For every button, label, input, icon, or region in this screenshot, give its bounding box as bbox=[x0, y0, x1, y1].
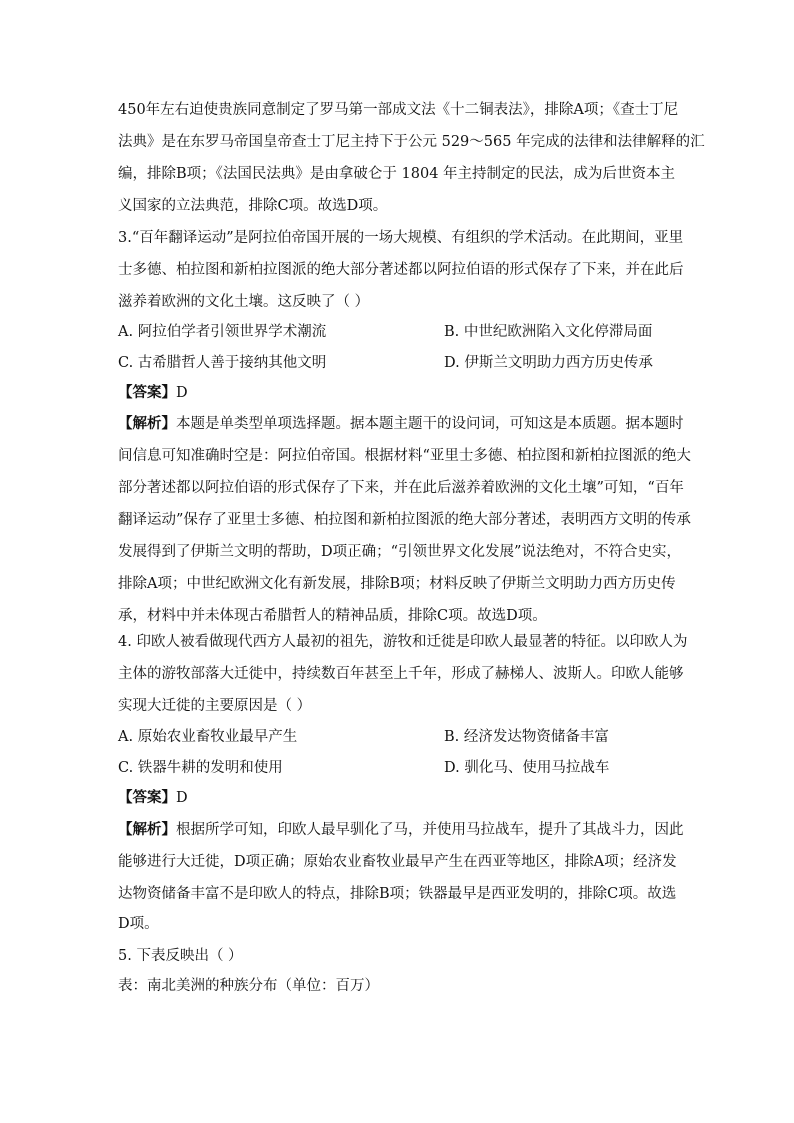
question-3-stem: 滋养着欧洲的文化土壤。这反映了（ ） bbox=[118, 294, 370, 310]
text-line: 法典》是在东罗马帝国皇帝查士丁尼主持下于公元 529～565 年完成的法律和法律解释的汇 bbox=[118, 134, 705, 150]
question-3-option-b: B. 中世纪欧洲陷入文化停滞局面 bbox=[444, 324, 653, 340]
text-line: 义国家的立法典范，排除C项。故选D项。 bbox=[118, 198, 388, 214]
question-3-option-d: D. 伊斯兰文明助力西方历史传承 bbox=[444, 355, 653, 371]
question-3-option-a: A. 阿拉伯学者引领世界学术潮流 bbox=[118, 324, 327, 340]
analysis-label: 【解析】 bbox=[118, 415, 176, 432]
question-3-stem: 士多德、柏拉图和新柏拉图派的绝大部分著述都以阿拉伯语的形式保存了下来，并在此后 bbox=[118, 262, 684, 278]
table-caption: 表：南北美洲的种族分布（单位：百万） bbox=[118, 978, 379, 994]
answer-label: 【答案】 bbox=[118, 384, 176, 401]
analysis-line: 发展得到了伊斯兰文明的帮助，D项正确；“引领世界文化发展”说法绝对，不符合史实， bbox=[118, 544, 681, 560]
analysis-text: 根据所学可知，印欧人最早驯化了马，并使用马拉战车，提升了其战斗力，因此 bbox=[176, 822, 684, 838]
question-4-option-c: C. 铁器牛耕的发明和使用 bbox=[118, 760, 283, 776]
question-5-stem: 5. 下表反映出（ ） bbox=[118, 948, 243, 964]
analysis-line: 能够进行大迁徙，D项正确；原始农业畜牧业最早产生在西亚等地区，排除A项；经济发 bbox=[118, 854, 677, 870]
analysis-label: 【解析】 bbox=[118, 821, 176, 838]
text-line: 450年左右迫使贵族同意制定了罗马第一部成文法《十二铜表法》，排除A项；《查士丁尼 bbox=[118, 102, 679, 118]
question-4-stem: 实现大迁徙的主要原因是（ ） bbox=[118, 698, 312, 714]
analysis-line: 排除A项；中世纪欧洲文化有新发展，排除B项；材料反映了伊斯兰文明助力西方历史传 bbox=[118, 576, 676, 592]
question-4-option-b: B. 经济发达物资储备丰富 bbox=[444, 729, 609, 745]
question-4-stem: 4. 印欧人被看做现代西方人最初的祖先，游牧和迁徙是印欧人最显著的特征。以印欧人为 bbox=[118, 634, 688, 650]
answer-label: 【答案】 bbox=[118, 789, 176, 806]
analysis-line: 间信息可知准确时空是：阿拉伯帝国。根据材料“亚里士多德、柏拉图和新柏拉图派的绝大 bbox=[118, 448, 691, 464]
question-3-option-c: C. 古希腊哲人善于接纳其他文明 bbox=[118, 355, 327, 371]
analysis-line: 达物资储备丰富不是印欧人的特点，排除B项；铁器最早是西亚发明的，排除C项。故选 bbox=[118, 886, 677, 902]
question-3-answer bbox=[118, 383, 188, 403]
question-4-option-d: D. 驯化马、使用马拉战车 bbox=[444, 760, 610, 776]
question-4-option-a: A. 原始农业畜牧业最早产生 bbox=[118, 729, 298, 745]
analysis-line: D项。 bbox=[118, 916, 159, 932]
analysis-line: 部分著述都以阿拉伯语的形式保存了下来，并在此后滋养着欧洲的文化土壤”可知，“百年 bbox=[118, 480, 684, 496]
analysis-line: 翻译运动”保存了亚里士多德、柏拉图和新柏拉图派的绝大部分著述，表明西方文明的传承 bbox=[118, 512, 691, 528]
answer-value: D bbox=[176, 385, 188, 401]
question-3-stem: 3.“百年翻译运动”是阿拉伯帝国开展的一场大规模、有组织的学术活动。在此期间，亚里 bbox=[118, 230, 684, 246]
analysis-text: 本题是单类型单项选择题。据本题主题干的设问词，可知这是本质题。据本题时 bbox=[176, 416, 684, 432]
question-4-analysis bbox=[118, 820, 684, 840]
question-3-analysis bbox=[118, 414, 684, 434]
question-4-answer bbox=[118, 788, 188, 808]
question-4-stem: 主体的游牧部落大迁徙中，持续数百年甚至上千年，形成了赫梯人、波斯人。印欧人能够 bbox=[118, 666, 684, 682]
analysis-line: 承，材料中并未体现古希腊哲人的精神品质，排除C项。故选D项。 bbox=[118, 608, 547, 624]
answer-value: D bbox=[176, 790, 188, 806]
text-line: 编，排除B项；《法国民法典》是由拿破仑于 1804 年主持制定的民法，成为后世资本主 bbox=[118, 166, 676, 182]
